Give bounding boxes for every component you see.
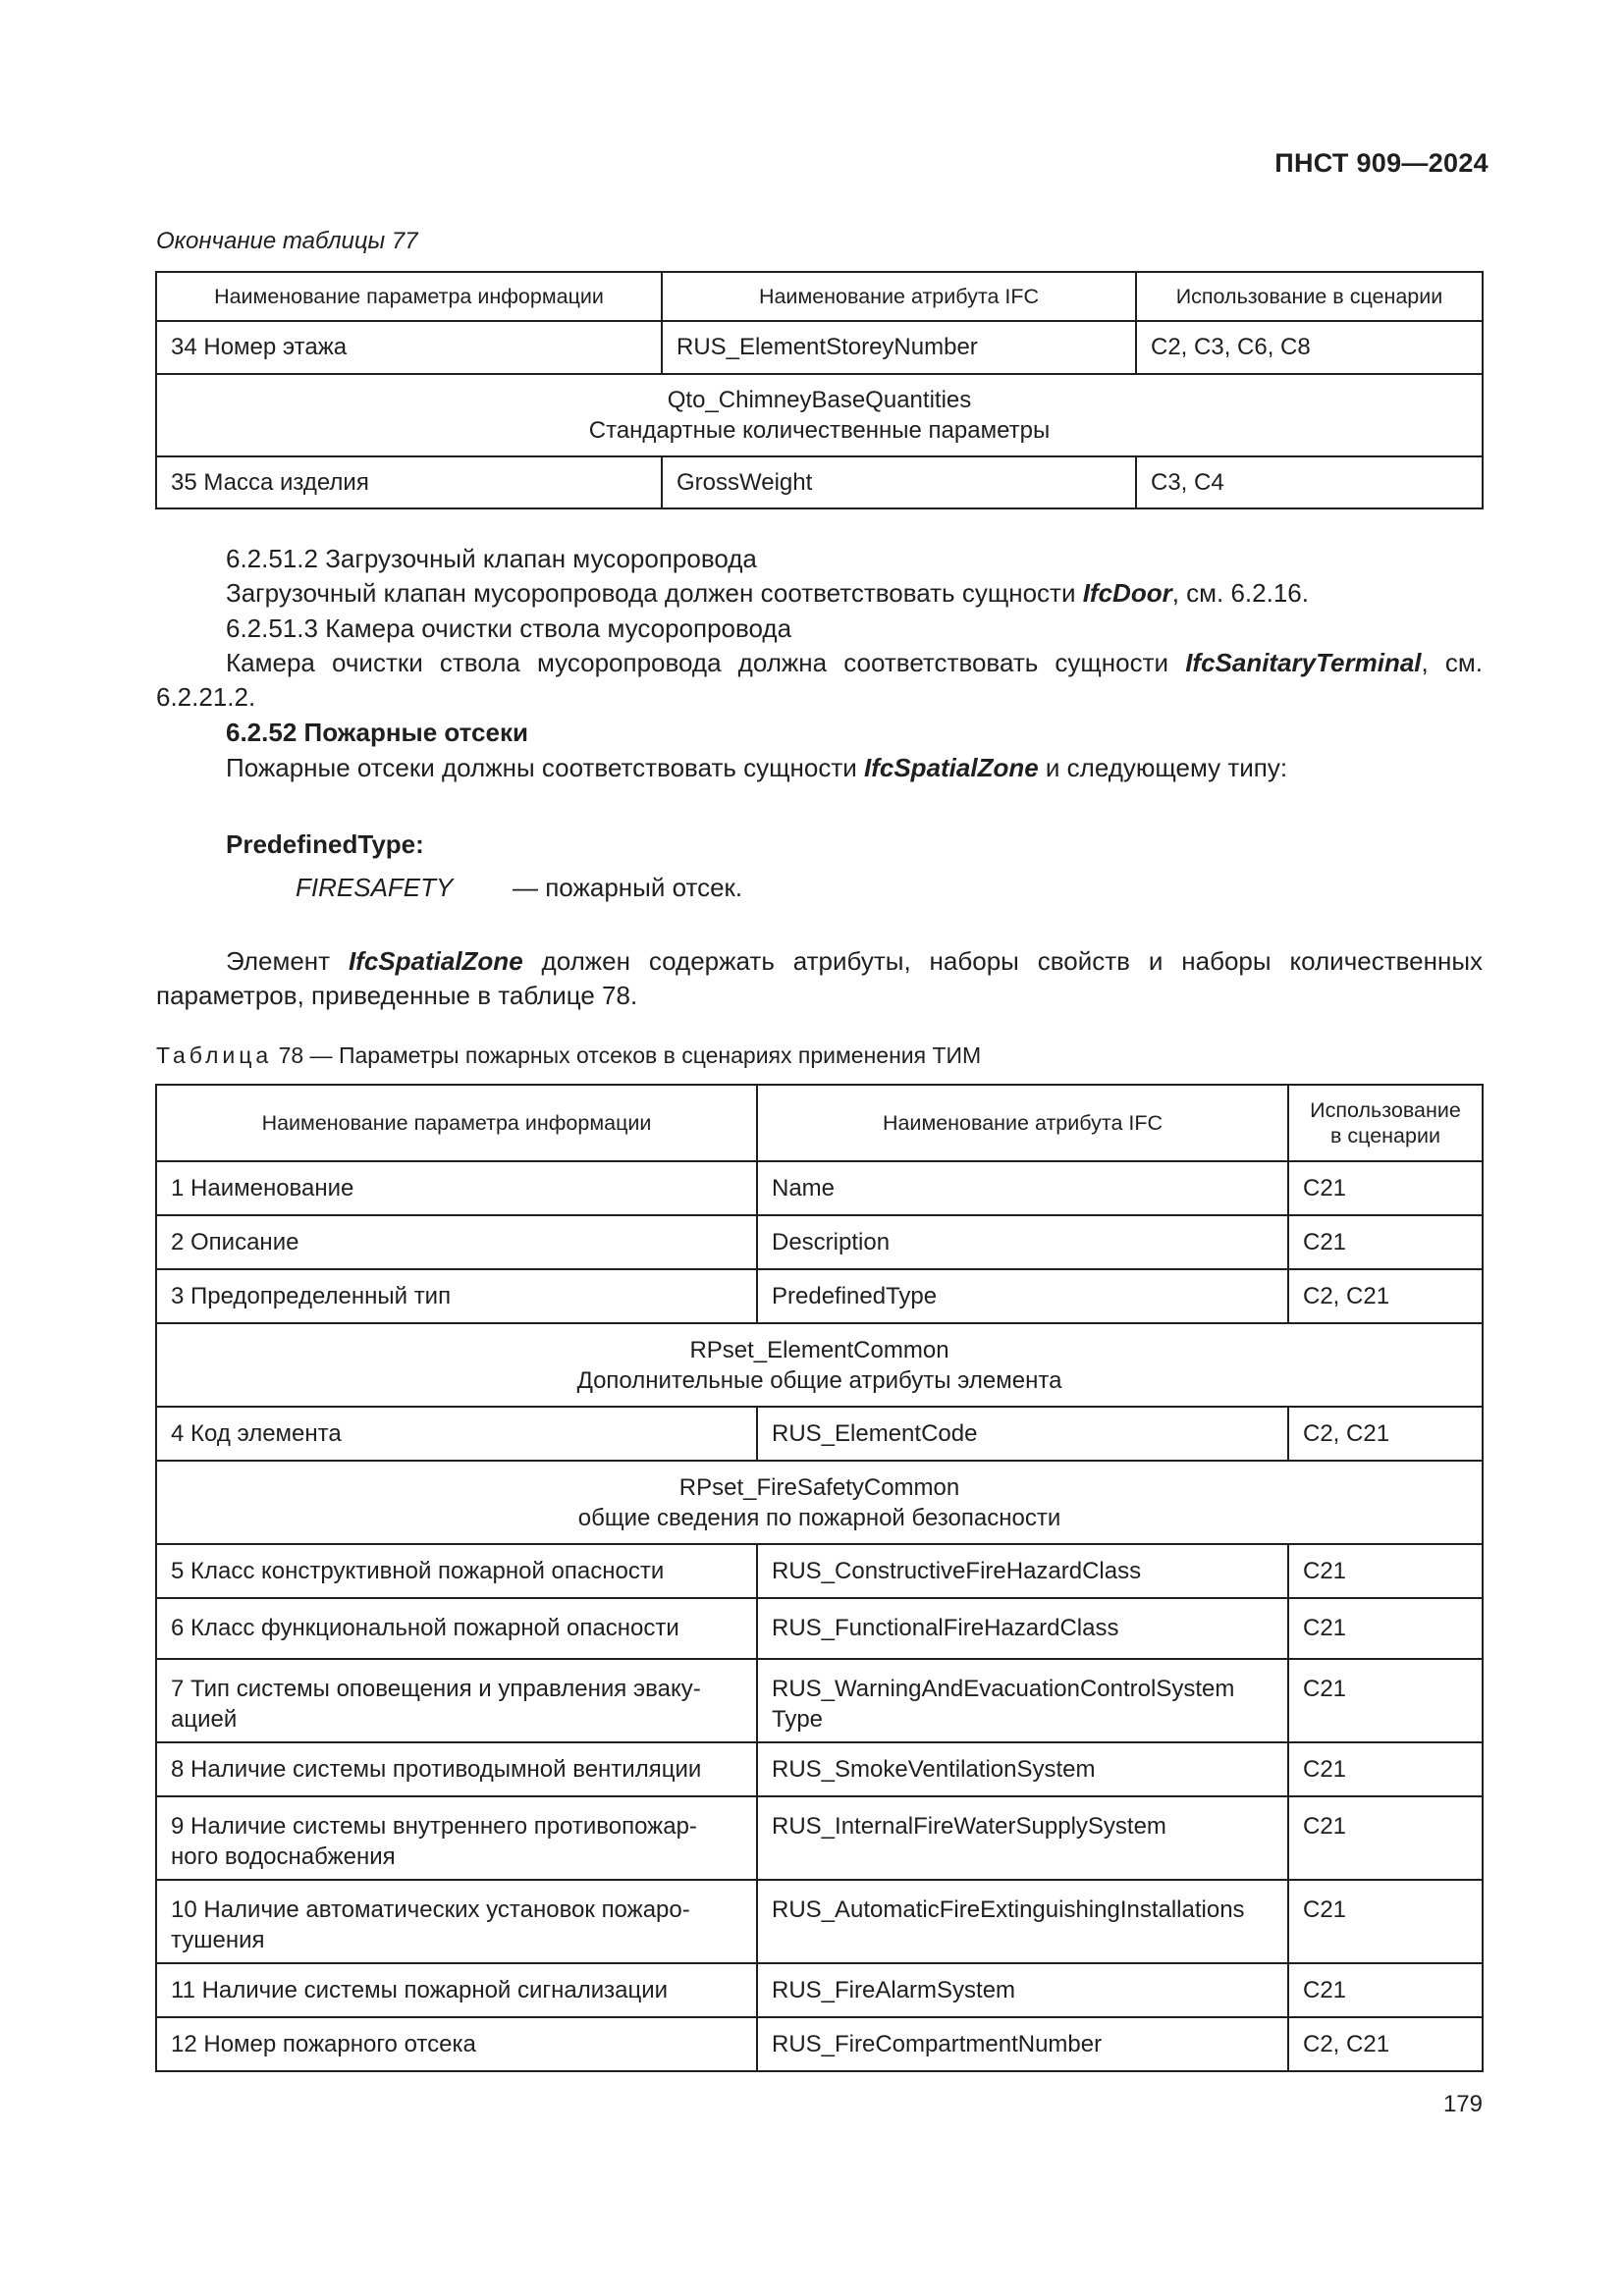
scenario-cell: C21 — [1288, 1742, 1483, 1796]
scenario-cell: C21 — [1288, 1161, 1483, 1215]
table-78-caption — [156, 1039, 1483, 1073]
enum-description: — пожарный отсек. — [513, 873, 743, 902]
group-row — [156, 1461, 1483, 1544]
page-number: 179 — [1442, 2091, 1483, 2117]
text-run: Загрузочный клапан мусоропровода должен соответствовать сущности — [226, 578, 1083, 608]
table-row — [156, 2017, 1483, 2071]
ifc-attr-cell: RUS_ElementStoreyNumber — [662, 321, 1136, 374]
table-row — [156, 1407, 1483, 1461]
param-name-cell: 34 Номер этажа — [156, 321, 662, 374]
text-run: , см. 6.2.21.2. — [156, 648, 1483, 712]
group-subtitle: общие сведения по пожарной безопасности — [577, 1504, 1061, 1531]
table-header-row — [156, 272, 1483, 321]
header-line: Использование — [1310, 1098, 1461, 1122]
param-name-cell: 3 Предопределенный тип — [156, 1269, 757, 1323]
table-78 — [155, 1084, 1484, 2072]
table-header-row — [156, 1085, 1483, 1161]
table-row — [156, 321, 1483, 374]
ifc-attr-cell: RUS_AutomaticFireExtinguishingInstallations — [757, 1880, 1288, 1963]
param-name-cell: 2 Описание — [156, 1215, 757, 1269]
scenario-cell: C21 — [1288, 1963, 1483, 2017]
section-heading: 6.2.52 Пожарные отсеки — [226, 718, 528, 747]
header-cell: Наименование атрибута IFC — [662, 272, 1136, 321]
paragraph: 6.2.51.3 Камера очистки ствола мусоропровода — [226, 614, 792, 643]
header-cell — [1288, 1085, 1483, 1161]
param-name-cell: 1 Наименование — [156, 1161, 757, 1215]
param-name-cell: 12 Номер пожарного отсека — [156, 2017, 757, 2071]
group-title: Qto_ChimneyBaseQuantities — [667, 387, 972, 413]
predefined-type-value — [156, 871, 1483, 905]
group-row — [156, 1323, 1483, 1407]
cell-line: ацией — [171, 1706, 238, 1733]
cell-line: 10 Наличие автоматических установок пожаро- — [171, 1896, 690, 1923]
table-row — [156, 1963, 1483, 2017]
scenario-cell: C2, C21 — [1288, 1269, 1483, 1323]
paragraph — [156, 576, 1483, 611]
ifc-attr-cell: RUS_InternalFireWaterSupplySystem — [757, 1796, 1288, 1880]
cell-line: RUS_WarningAndEvacuationControlSystem — [772, 1676, 1235, 1702]
predefined-type-label: PredefinedType: — [226, 829, 424, 859]
enum-value: FIRESAFETY — [296, 873, 454, 902]
scenario-cell: C21 — [1288, 1598, 1483, 1659]
ifc-attr-cell: RUS_ConstructiveFireHazardClass — [757, 1544, 1288, 1598]
entity-name: IfcSpatialZone — [348, 946, 523, 976]
group-cell — [156, 1461, 1483, 1544]
cell-line: ного водоснабжения — [171, 1843, 396, 1870]
param-name-cell: 11 Наличие системы пожарной сигнализации — [156, 1963, 757, 2017]
table-row — [156, 1796, 1483, 1880]
table-row — [156, 1161, 1483, 1215]
text-run: , см. 6.2.16. — [1171, 578, 1309, 608]
table-row — [156, 1659, 1483, 1742]
scenario-cell: C21 — [1288, 1659, 1483, 1742]
header-cell: Использование в сценарии — [1136, 272, 1483, 321]
group-subtitle: Дополнительные общие атрибуты элемента — [576, 1366, 1062, 1394]
cell-line: Type — [772, 1706, 824, 1733]
cell-line: 7 Тип системы оповещения и управления эваку- — [171, 1676, 701, 1702]
param-name-cell: 6 Класс функциональной пожарной опасности — [156, 1598, 757, 1659]
param-name-cell: 35 Масса изделия — [156, 456, 662, 508]
scenario-cell: C21 — [1288, 1880, 1483, 1963]
header-cell: Наименование параметра информации — [156, 1085, 757, 1161]
table-row — [156, 456, 1483, 508]
ifc-attr-cell: PredefinedType — [757, 1269, 1288, 1323]
document-code: ПНСТ 909—2024 — [1274, 148, 1489, 178]
param-name-cell: 4 Код элемента — [156, 1407, 757, 1461]
group-title: RPset_ElementCommon — [689, 1336, 949, 1363]
group-cell — [156, 1323, 1483, 1407]
ifc-attr-cell: Description — [757, 1215, 1288, 1269]
ifc-attr-cell: RUS_FunctionalFireHazardClass — [757, 1598, 1288, 1659]
paragraph — [156, 944, 1483, 1013]
entity-name: IfcSanitaryTerminal — [1185, 648, 1422, 677]
table-row — [156, 1742, 1483, 1796]
entity-name: IfcSpatialZone — [864, 753, 1039, 782]
table-row — [156, 1269, 1483, 1323]
group-title: RPset_FireSafetyCommon — [678, 1473, 960, 1501]
header-line: в сценарии — [1330, 1124, 1440, 1148]
paragraph: 6.2.51.2 Загрузочный клапан мусоропровода — [226, 544, 757, 573]
scenario-cell: C21 — [1288, 1215, 1483, 1269]
scenario-cell: C2, C21 — [1288, 1407, 1483, 1461]
param-name-cell: 8 Наличие системы противодымной вентиляции — [156, 1742, 757, 1796]
header-cell: Наименование атрибута IFC — [757, 1085, 1288, 1161]
scenario-cell: C2, C3, C6, C8 — [1136, 321, 1483, 374]
text-run: и следующему типу: — [1038, 753, 1288, 782]
scenario-cell: C2, C21 — [1288, 2017, 1483, 2071]
text-run: Элемент — [226, 946, 349, 976]
ifc-attr-cell — [757, 1659, 1288, 1742]
group-row — [156, 374, 1483, 456]
cell-line: тушения — [171, 1927, 265, 1953]
param-name-cell — [156, 1880, 757, 1963]
cell-line: 9 Наличие системы внутреннего противопожар- — [171, 1813, 697, 1840]
text-run: Пожарные отсеки должны соответствовать сущности — [226, 753, 864, 782]
param-name-cell — [156, 1659, 757, 1742]
scenario-cell: C3, C4 — [1136, 456, 1483, 508]
ifc-attr-cell: RUS_FireCompartmentNumber — [757, 2017, 1288, 2071]
table-row — [156, 1544, 1483, 1598]
param-name-cell — [156, 1796, 757, 1880]
ifc-attr-cell: GrossWeight — [662, 456, 1136, 508]
caption-word: Таблица — [156, 1042, 273, 1068]
table-77-caption: Окончание таблицы 77 — [156, 228, 418, 254]
ifc-attr-cell: RUS_ElementCode — [757, 1407, 1288, 1461]
table-row — [156, 1598, 1483, 1659]
table-77 — [155, 271, 1484, 509]
paragraph — [156, 751, 1483, 785]
ifc-attr-cell: RUS_FireAlarmSystem — [757, 1963, 1288, 2017]
group-cell — [156, 374, 1483, 456]
caption-text: 78 — Параметры пожарных отсеков в сценариях применения ТИМ — [272, 1042, 982, 1068]
ifc-attr-cell: Name — [757, 1161, 1288, 1215]
entity-name: IfcDoor — [1082, 578, 1172, 608]
scenario-cell: C21 — [1288, 1544, 1483, 1598]
param-name-cell: 5 Класс конструктивной пожарной опасности — [156, 1544, 757, 1598]
table-row — [156, 1880, 1483, 1963]
group-subtitle: Стандартные количественные параметры — [588, 417, 1051, 444]
ifc-attr-cell: RUS_SmokeVentilationSystem — [757, 1742, 1288, 1796]
text-run: Камера очистки ствола мусоропровода должна соответствовать сущности — [226, 648, 1186, 677]
text-run: должен содержать атрибуты, наборы свойств и наборы количественных параметров, приведенные в таблице 78. — [156, 946, 1484, 1010]
paragraph — [156, 646, 1483, 715]
table-row — [156, 1215, 1483, 1269]
header-cell: Наименование параметра информации — [156, 272, 662, 321]
scenario-cell: C21 — [1288, 1796, 1483, 1880]
